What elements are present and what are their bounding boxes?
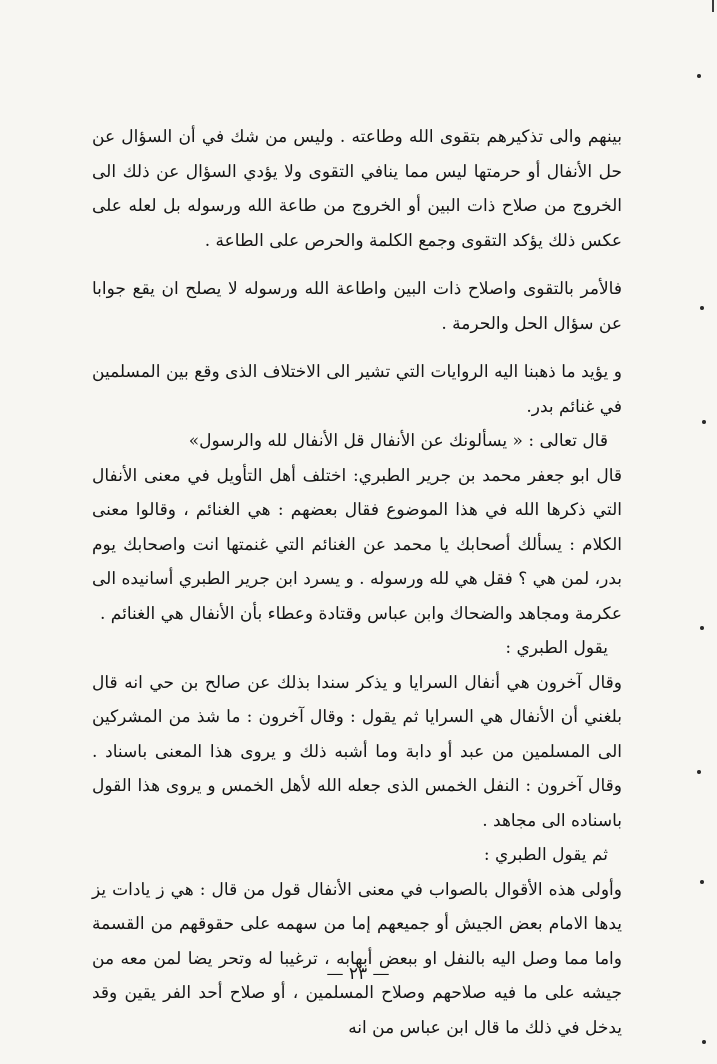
subheading-then-tabari-says: ثم يقول الطبري :: [483, 845, 608, 865]
scan-speck: [702, 1040, 706, 1044]
scan-speck: [700, 626, 704, 630]
quran-verse-line: قال تعالى : « يسألونك عن الأنفال قل الأنفال لله والرسول»: [188, 431, 608, 451]
paragraph-tabari-3: وأولى هذه الأقوال بالصواب في معنى الأنفال قول من قال : هي ز يادات يز يدها الامام بعض الجيش أو جميعهم إما من سهمه على حقوقهم من القسمة واما مما وصل اليه بالنفل او ببعض أبهابه ، ترغيبا له وتحر يضا لمن معه من جيشه على ما فيه صلاحهم وصلاح المسلمين ، أو صلاح أحد الفر يقين وقد يدخل في ذلك ما قال ابن عباس من انه: [92, 879, 622, 1038]
scan-speck: [700, 306, 704, 310]
paragraph-2: فالأمر بالتقوى واصلاح ذات البين واطاعة الله ورسوله لا يصلح ان يقع جوابا عن سؤال الحل والحرمة .: [92, 279, 622, 334]
document-body: [92, 120, 622, 1045]
scan-speck: [702, 420, 706, 424]
paragraph-1: بينهم والى تذكيرهم بتقوى الله وطاعته . وليس من شك في أن السؤال عن حل الأنفال أو حرمتها ليس مما ينافي التقوى ولا يؤدي السؤال عن ذلك الى الخروج من صلاح ذات البين أو الخروج من طاعة الله ورسوله بل لعله على عكس ذلك يؤكد التقوى وجمع الكلمة والحرص على الطاعة .: [92, 127, 622, 251]
paragraph-3: و يؤيد ما ذهبنا اليه الروايات التي تشير الى الاختلاف الذى وقع بين المسلمين في غنائم بدر.: [92, 362, 622, 417]
scan-speck: [700, 880, 704, 884]
scan-speck: [697, 770, 701, 774]
scan-speck: [697, 74, 701, 78]
scan-edge-line: [712, 0, 714, 12]
page-number: — ٢٣ —: [326, 964, 390, 984]
subheading-tabari-says: يقول الطبري :: [505, 638, 608, 658]
paragraph-tabari-2: وقال آخرون هي أنفال السرايا و يذكر سندا بذلك عن صالح بن حي انه قال بلغني أن الأنفال هي السرايا ثم يقول : وقال آخرون : ما شذ من المشركين الى المسلمين من عبد أو دابة وما أشبه ذلك و يروى هذا المعنى باسناد . وقال آخرون : النفل الخمس الذى جعله الله لأهل الخمس و يروى هذا القول باسناده الى مجاهد .: [92, 672, 622, 831]
paragraph-tabari-1: قال ابو جعفر محمد بن جرير الطبري: اختلف أهل التأويل في معنى الأنفال التي ذكرها الله في هذا الموضوع فقال بعضهم : هي الغنائم ، وقالوا معنى الكلام : يسألك أصحابك يا محمد عن الغنائم التي غنمتها انت واصحابك يوم بدر، لمن هي ؟ فقل هي لله ورسوله . و يسرد ابن جرير الطبري أسانيده الى عكرمة ومجاهد والضحاك وابن عباس وقتادة وعطاء بأن الأنفال هي الغنائم .: [92, 465, 622, 624]
